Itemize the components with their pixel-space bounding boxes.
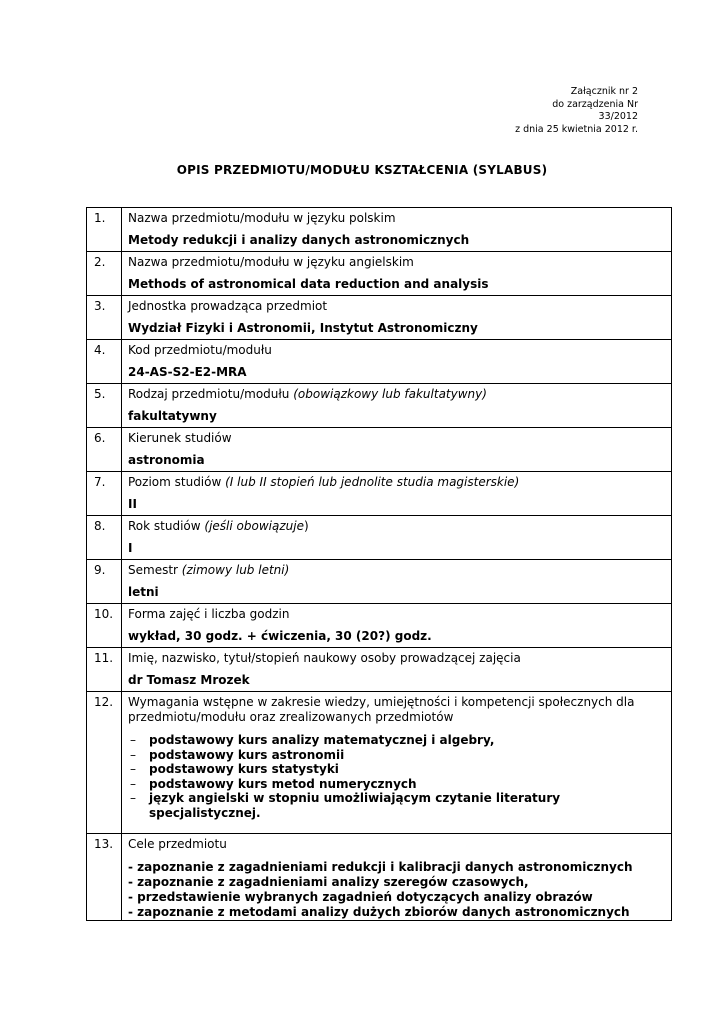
goal-item: - zapoznanie z zagadnieniami redukcji i kalibracji danych astronomicznych <box>128 860 633 874</box>
table-row <box>87 340 672 384</box>
document-title: OPIS PRZEDMIOTU/MODUŁU KSZTAŁCENIA (SYLABUS) <box>176 163 548 177</box>
row-content <box>122 604 672 648</box>
table-row <box>87 692 672 834</box>
annex-line-2: do zarządzenia Nr <box>552 98 638 110</box>
row-label: Nazwa przedmiotu/modułu w języku angielskim <box>128 255 414 269</box>
table-row <box>87 648 672 692</box>
row-label: Nazwa przedmiotu/modułu w języku polskim <box>128 211 396 225</box>
goal-item: - zapoznanie z zagadnieniami analizy szeregów czasowych, <box>128 875 529 889</box>
table-row <box>87 384 672 428</box>
row-label-text: Rok studiów <box>128 519 205 533</box>
table-row <box>87 472 672 516</box>
row-number: 4. <box>87 340 122 384</box>
row-number: 10. <box>87 604 122 648</box>
row-content <box>122 252 672 296</box>
table-row <box>87 516 672 560</box>
row-content <box>122 296 672 340</box>
row-number: 5. <box>87 384 122 428</box>
row-number: 13. <box>87 834 122 921</box>
list-item-text: podstawowy kurs statystyki <box>149 762 339 776</box>
row-value: astronomia <box>128 453 205 467</box>
row-label: Cele przedmiotu <box>128 837 227 851</box>
table-row <box>87 560 672 604</box>
list-dash: – <box>130 776 136 791</box>
list-item <box>128 777 665 792</box>
row-label: Imię, nazwisko, tytuł/stopień naukowy osoby prowadzącej zajęcia <box>128 651 521 665</box>
row-label-note: (I lub II stopień lub jednolite studia magisterskie) <box>225 475 520 489</box>
row-value: II <box>128 497 137 511</box>
list-dash: – <box>130 791 136 805</box>
row-label-text: Poziom studiów <box>128 475 226 489</box>
row-label <box>128 519 665 534</box>
row-label <box>128 387 665 402</box>
list-item-text: język angielski w stopniu umożliwiającym czytanie literatury specjalistycznej. <box>149 791 561 820</box>
row-value: Metody redukcji i analizy danych astronomicznych <box>128 233 470 247</box>
row-label: Kierunek studiów <box>128 431 232 445</box>
row-number: 12. <box>87 692 122 834</box>
row-number: 6. <box>87 428 122 472</box>
row-content <box>122 340 672 384</box>
row-value: 24-AS-S2-E2-MRA <box>128 365 247 379</box>
list-item <box>128 748 665 763</box>
row-label-text: Semestr <box>128 563 182 577</box>
list-item-text: podstawowy kurs metod numerycznych <box>149 776 417 791</box>
row-label <box>128 475 665 490</box>
row-label: Forma zajęć i liczba godzin <box>128 607 290 621</box>
row-content <box>122 472 672 516</box>
row-number: 11. <box>87 648 122 692</box>
row-label-text: Rodzaj przedmiotu/modułu <box>128 387 294 401</box>
table-row <box>87 834 672 921</box>
row-number: 8. <box>87 516 122 560</box>
row-content <box>122 384 672 428</box>
goal-item: - zapoznanie z metodami analizy dużych zbiorów danych astronomicznych <box>128 905 630 919</box>
row-label: Kod przedmiotu/modułu <box>128 343 272 357</box>
list-item-text: podstawowy kurs analizy matematycznej i algebry, <box>149 733 495 747</box>
row-label: Wymagania wstępne w zakresie wiedzy, umiejętności i kompetencji społecznych dla przedmiotu/modułu oraz zrealizowanych przedmiotów <box>128 695 635 724</box>
row-label: Jednostka prowadząca przedmiot <box>128 299 328 313</box>
row-content <box>122 516 672 560</box>
row-number: 7. <box>87 472 122 516</box>
row-label-tail: ) <box>303 519 309 533</box>
requirements-list <box>128 733 665 820</box>
row-number: 9. <box>87 560 122 604</box>
annex-header <box>515 86 638 136</box>
annex-line-4: z dnia 25 kwietnia 2012 r. <box>515 123 638 135</box>
row-value: I <box>128 541 133 555</box>
table-row <box>87 208 672 252</box>
row-content <box>122 692 672 834</box>
list-item <box>128 791 665 820</box>
row-number: 2. <box>87 252 122 296</box>
goal-item: - przedstawienie wybranych zagadnień dotyczących analizy obrazów <box>128 890 593 904</box>
row-label-note: (zimowy lub letni) <box>181 563 290 577</box>
table-row <box>87 252 672 296</box>
row-label <box>128 563 665 578</box>
annex-line-3: 33/2012 <box>598 111 638 122</box>
row-content <box>122 648 672 692</box>
row-number: 3. <box>87 296 122 340</box>
table-row <box>87 428 672 472</box>
row-value: Wydział Fizyki i Astronomii, Instytut Astronomiczny <box>128 321 478 335</box>
list-dash: – <box>130 747 136 762</box>
list-item <box>128 733 665 748</box>
row-content <box>122 834 672 921</box>
row-label-note: (obowiązkowy lub fakultatywny) <box>293 387 487 401</box>
row-value: wykład, 30 godz. + ćwiczenia, 30 (20?) godz. <box>128 629 432 643</box>
row-value: letni <box>128 585 159 599</box>
row-label-note: (jeśli obowiązuje <box>204 519 304 533</box>
row-value: Methods of astronomical data reduction and analysis <box>128 277 489 291</box>
list-dash: – <box>130 762 136 776</box>
list-item <box>128 762 665 777</box>
row-number: 1. <box>87 208 122 252</box>
goals-list <box>128 860 665 920</box>
row-content <box>122 208 672 252</box>
row-content <box>122 428 672 472</box>
list-dash: – <box>130 733 136 747</box>
syllabus-table <box>86 207 672 921</box>
list-item-text: podstawowy kurs astronomii <box>149 747 345 762</box>
table-row <box>87 604 672 648</box>
row-value: dr Tomasz Mrozek <box>128 673 250 687</box>
row-content <box>122 560 672 604</box>
table-row <box>87 296 672 340</box>
annex-line-1: Załącznik nr 2 <box>570 86 638 97</box>
row-value: fakultatywny <box>128 409 217 423</box>
